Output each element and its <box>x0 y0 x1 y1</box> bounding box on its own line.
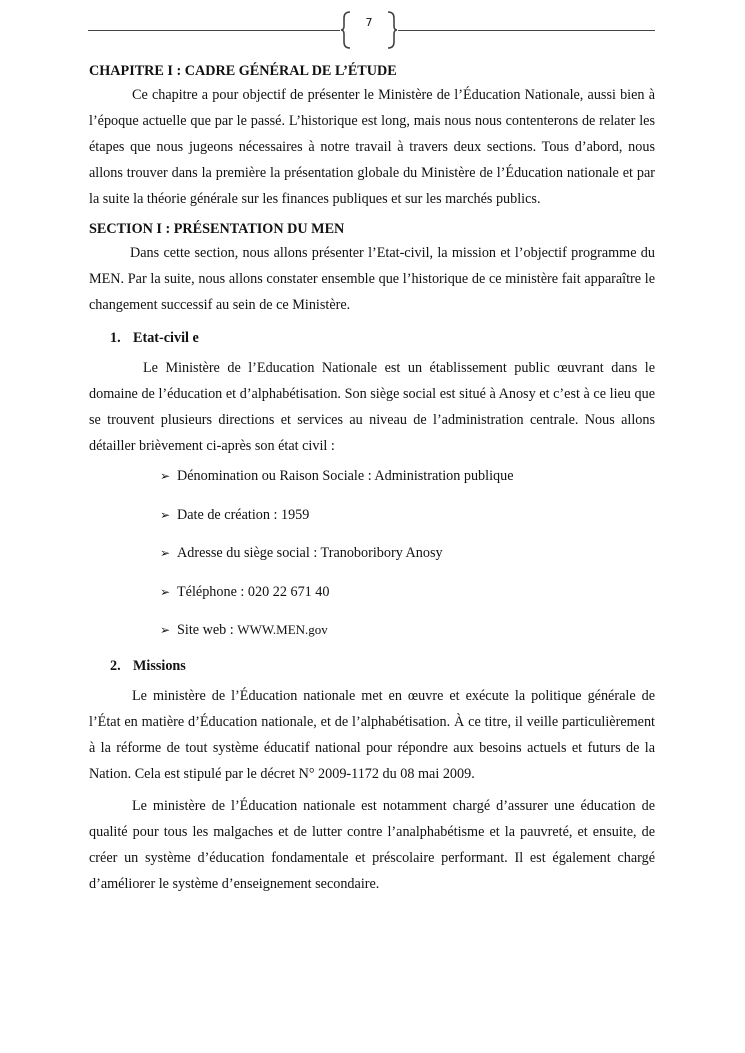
etat-civil-paragraph: Le Ministère de l’Education Nationale est un établissement public œuvrant dans le domaine de l’éducation et d’alphabétisation. Son siège social est situé à Anosy et c’est à ce lieu que se trouvent plusieurs directions et services au niveau de l’administration centrale. Nous allons détailler brièvement ci-après son état civil : <box>89 360 655 454</box>
missions-heading <box>110 655 655 677</box>
list-item: ➢ Dénomination ou Raison Sociale : Administration publique <box>160 468 514 484</box>
chapter-title: CHAPITRE I : CADRE GÉNÉRAL DE L’ÉTUDE <box>89 63 397 79</box>
list-item <box>160 620 655 640</box>
chapter-intro: Ce chapitre a pour objectif de présenter le Ministère de l’Éducation Nationale, aussi bien à l’époque actuelle que par le passé. L’historique est long, mais nous nous contenterons de relater les étapes que nous jugeons nécessaires à notre travail à travers deux sections. Tous d’abord, nous allons trouver dans la première la présentation globale du Ministère de l’Éducation nationale et par la suite la théorie générale sur les finances publiques et sur les marchés publics. <box>89 87 655 207</box>
arrow-bullet-icon: ➢ <box>160 469 171 483</box>
etat-civil-title: Etat-civil e <box>133 330 199 346</box>
section-intro: Dans cette section, nous allons présenter l’Etat-civil, la mission et l’objectif programme du MEN. Par la suite, nous allons constater ensemble que l’historique de ce ministère fait apparaître le changement successif au sein de ce Ministère. <box>89 245 655 313</box>
list-item: ➢ Téléphone : 020 22 671 40 <box>160 583 330 600</box>
site-link[interactable]: WWW.MEN.gov <box>237 622 328 637</box>
arrow-bullet-icon: ➢ <box>160 584 171 599</box>
document-body <box>89 60 655 897</box>
header-rule-left <box>88 30 340 31</box>
missions-number: 2. <box>110 657 121 674</box>
etat-civil-number: 1. <box>110 330 121 346</box>
arrow-bullet-icon: ➢ <box>160 623 171 637</box>
list-item: ➢ Date de création : 1959 <box>160 506 310 523</box>
right-brace-icon <box>386 10 398 50</box>
missions-paragraph-1: Le ministère de l’Éducation nationale met en œuvre et exécute la politique générale de l’État en matière d’Éducation nationale, et de l’alphabétisation. À ce titre, il veille particulièrement à la réforme de tout système éducatif national pour répondre aux besoins actuels et futurs de la Nation. Cela est stipulé par le décret N° 2009-1172 du 08 mai 2009. <box>89 687 655 782</box>
section-title: SECTION I : PRÉSENTATION DU MEN <box>89 221 345 237</box>
arrow-bullet-icon: ➢ <box>160 546 171 560</box>
list-item: ➢ Adresse du siège social : Tranoboribory Anosy <box>160 545 443 561</box>
left-brace-icon <box>340 10 352 50</box>
missions-title: Missions <box>133 657 186 674</box>
arrow-bullet-icon: ➢ <box>160 507 171 522</box>
missions-paragraph-2: Le ministère de l’Éducation nationale est notamment chargé d’assurer une éducation de qualité pour tous les malgaches et de lutter contre l’analphabétisme et la pauvreté, et ensuite, de créer un système d’éducation fondamentale et préscolaire performant. Il est également chargé d’améliorer le système d’enseignement secondaire. <box>89 797 655 892</box>
site-label: Site web : <box>177 622 238 638</box>
etat-civil-list <box>89 466 655 640</box>
page-header <box>88 10 655 50</box>
etat-civil-heading <box>110 327 655 349</box>
page-number: 7 <box>365 16 373 29</box>
header-rule-right <box>398 30 655 31</box>
